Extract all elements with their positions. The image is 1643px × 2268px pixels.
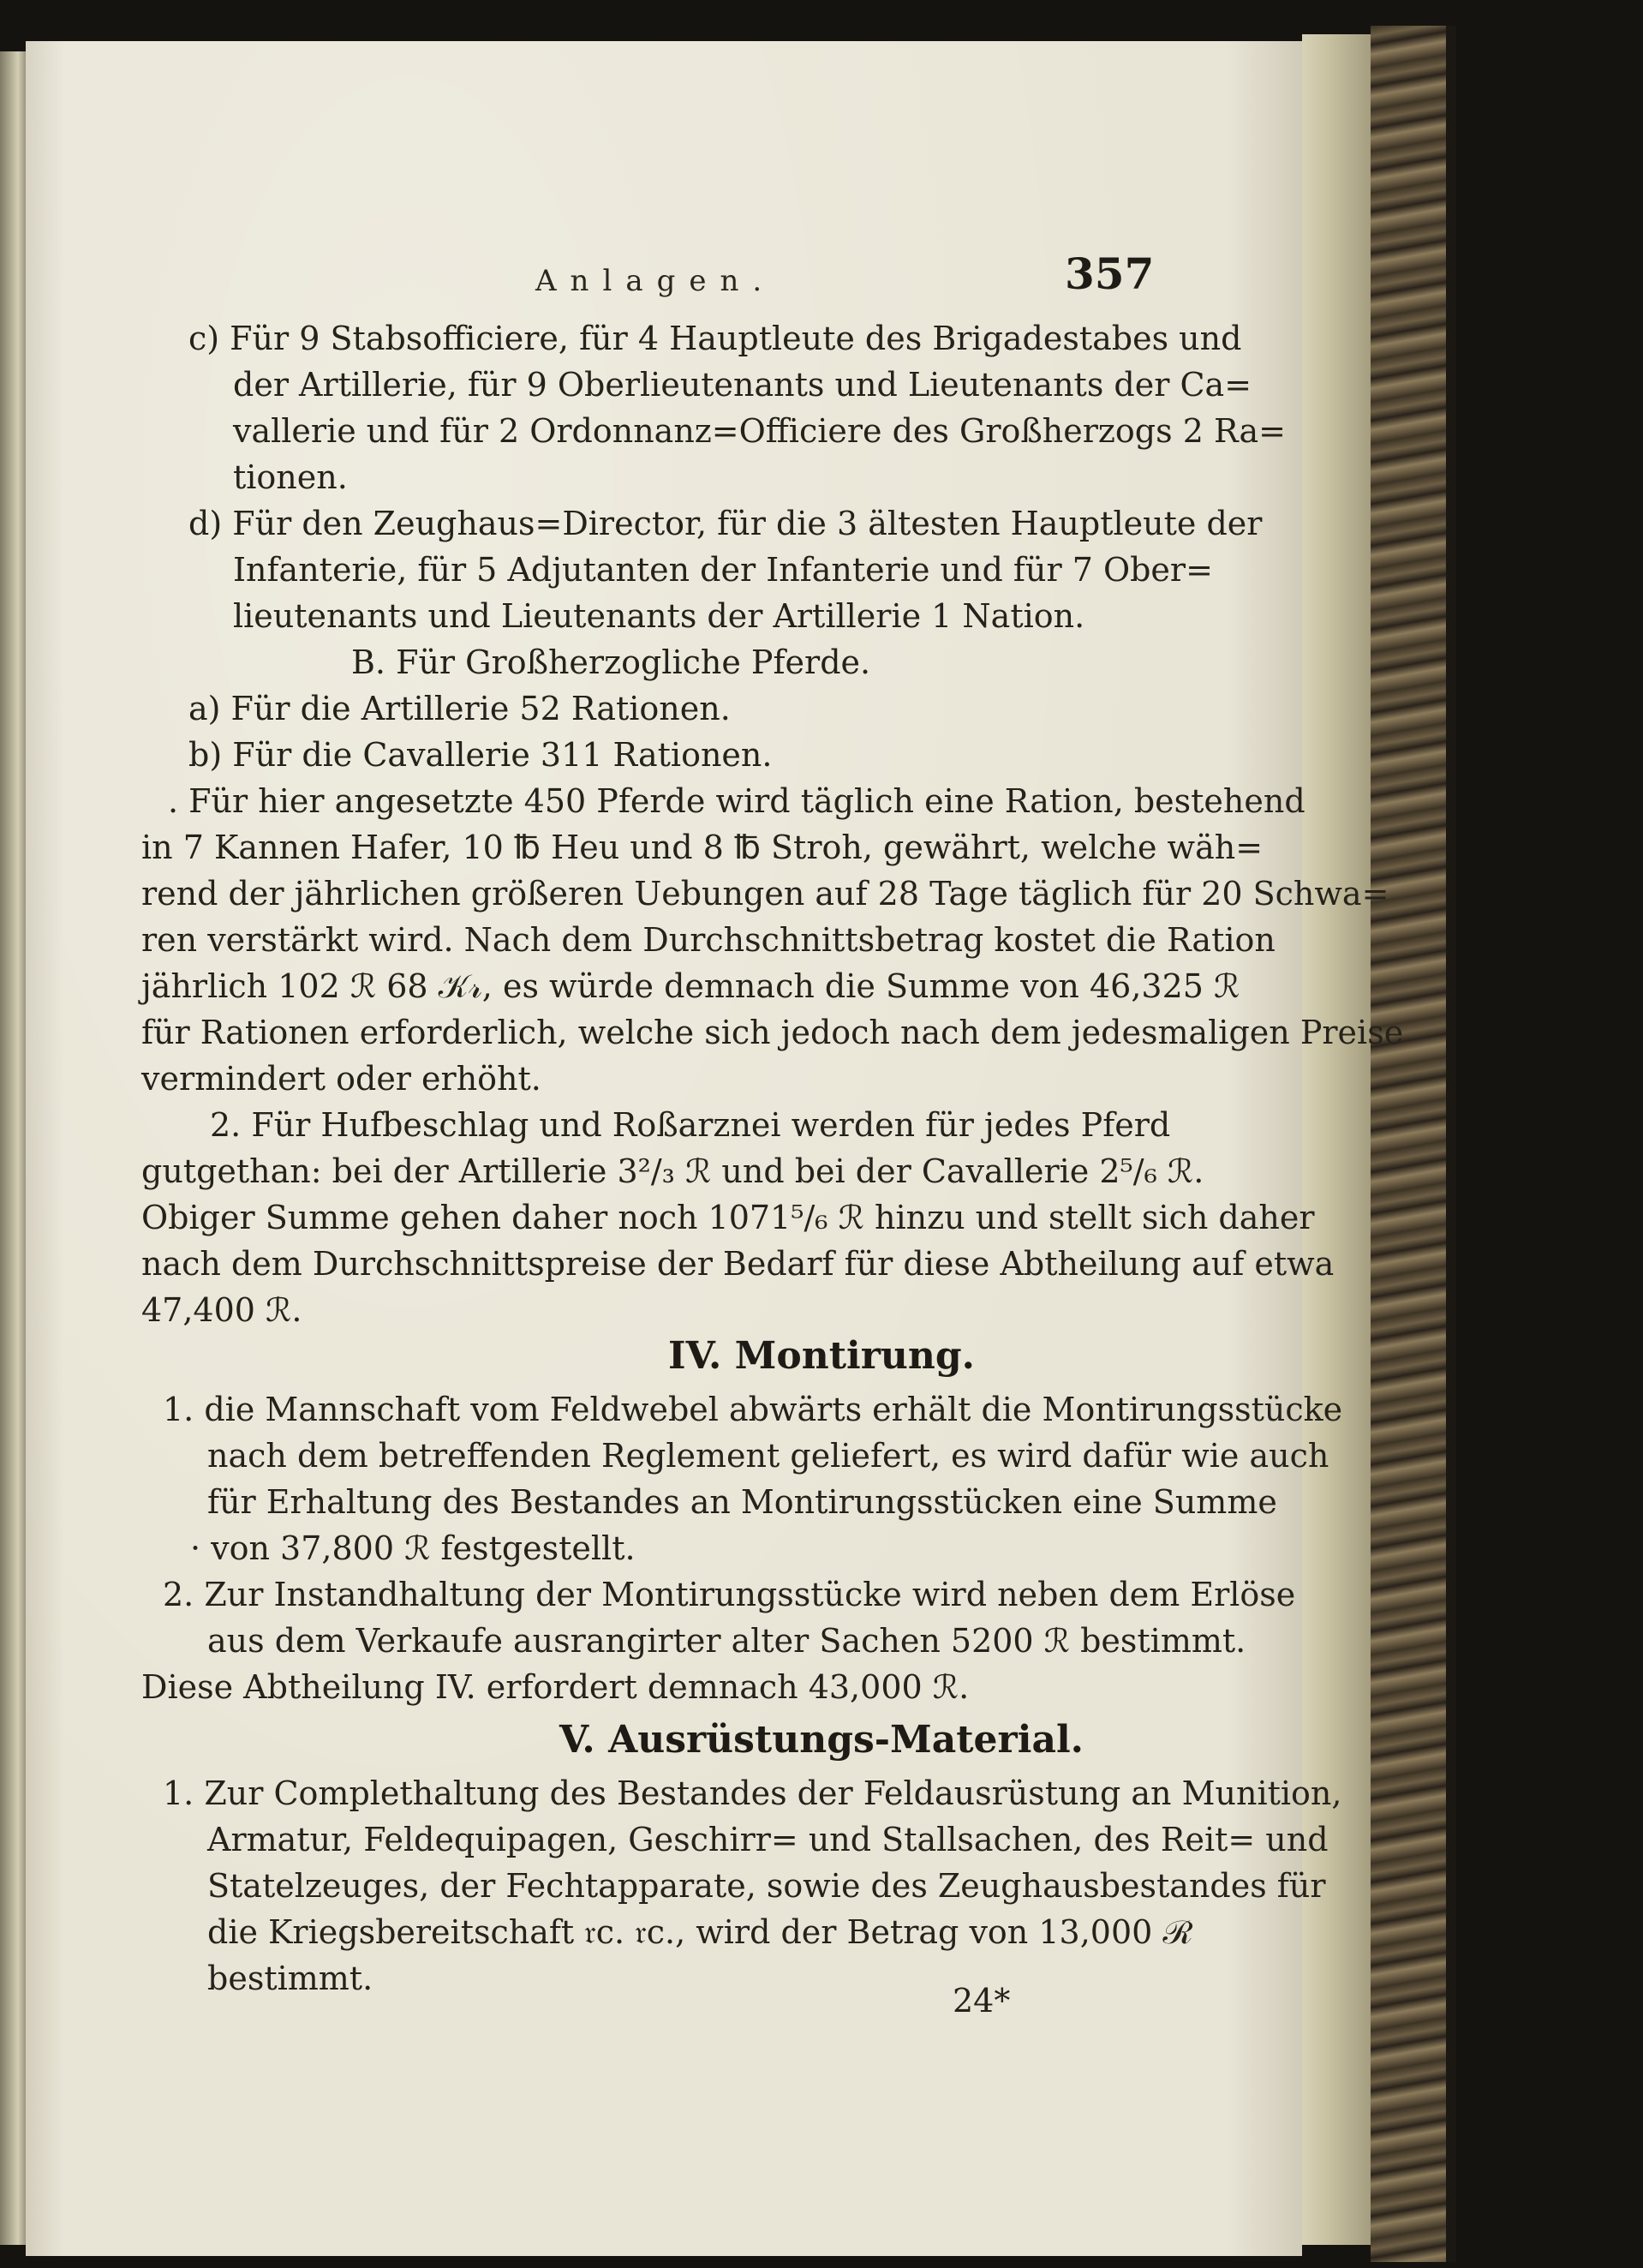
page-fore-edge [1302,34,1373,2245]
text-line: 2. Zur Instandhaltung der Montirungsstücke wird neben dem Erlöse [163,1576,1296,1613]
text-line: bestimmt. [207,1960,373,1997]
text-line: d) Für den Zeughaus=Director, für die 3 ältesten Hauptleute der [188,505,1263,542]
text-line: 1. die Mannschaft vom Feldwebel abwärts erhält die Montirungsstücke [163,1391,1343,1428]
text-line: Statelzeuges, der Fechtapparate, sowie des Zeughausbestandes für [207,1867,1326,1905]
text-line: gutgethan: bei der Artillerie 3²/₃ ℛ und bei der Cavallerie 2⁵/₆ ℛ. [141,1152,1204,1190]
text-line: . Für hier angesetzte 450 Pferde wird täglich eine Ration, bestehend [168,782,1305,820]
text-line: aus dem Verkaufe ausrangirter alter Sachen 5200 ℛ bestimmt. [207,1622,1246,1660]
text-line: ren verstärkt wird. Nach dem Durchschnittsbetrag kostet die Ration [141,921,1276,959]
text-line: für Rationen erforderlich, welche sich jedoch nach dem jedesmaligen Preise [141,1014,1404,1051]
running-title: Anlagen. [535,264,776,298]
text-line: 2. Für Hufbeschlag und Roßarznei werden für jedes Pferd [210,1106,1171,1144]
text-line: · von 37,800 ℛ festgestellt. [190,1529,636,1567]
section-heading-b: B. Für Großherzogliche Pferde. [351,643,871,681]
text-line: für Erhaltung des Bestandes an Montirungsstücken eine Summe [207,1483,1277,1521]
text-line: Diese Abtheilung IV. erfordert demnach 43,000 ℛ. [141,1668,970,1706]
text-line: c) Für 9 Stabsofficiere, für 4 Hauptleute des Brigadestabes und [188,320,1242,357]
text-line: der Artillerie, für 9 Oberlieutenants und Lieutenants der Ca= [233,366,1252,404]
text-line: lieutenants und Lieutenants der Artillerie 1 Nation. [233,597,1085,635]
marbled-cover [1371,26,1448,2262]
cover-edge [1446,26,1456,2262]
text-line: b) Für die Cavallerie 311 Rationen. [188,736,773,774]
signature-mark: 24* [953,1982,1011,2020]
text-line: a) Für die Artillerie 52 Rationen. [188,690,731,727]
text-line: Obiger Summe gehen daher noch 1071⁵/₆ ℛ hinzu und stellt sich daher [141,1199,1315,1236]
section-heading-v: V. Ausrüstungs-Material. [559,1718,1084,1762]
text-line: Armatur, Feldequipagen, Geschirr= und Stallsachen, des Reit= und [207,1821,1329,1858]
left-page-edge [0,51,26,2245]
text-line: vermindert oder erhöht. [141,1060,541,1098]
text-line: jährlich 102 ℛ 68 𝒦𝓇, es würde demnach die Summe von 46,325 ℛ [141,967,1240,1005]
text-line: rend der jährlichen größeren Uebungen auf 28 Tage täglich für 20 Schwa= [141,875,1389,913]
text-line: nach dem Durchschnittspreise der Bedarf für diese Abtheilung auf etwa [141,1245,1335,1283]
text-line: tionen. [233,458,348,496]
text-line: in 7 Kannen Hafer, 10 ℔ Heu und 8 ℔ Stroh, gewährt, welche wäh= [141,829,1264,866]
text-line: Infanterie, für 5 Adjutanten der Infanterie und für 7 Ober= [233,551,1213,589]
page-number: 357 [1065,248,1155,299]
text-line: die Kriegsbereitschaft 𝔯c. 𝔯c., wird der Betrag von 13,000 ℛ [207,1913,1193,1951]
text-line: 47,400 ℛ. [141,1291,302,1329]
text-line: vallerie und für 2 Ordonnanz=Officiere des Großherzogs 2 Ra= [233,412,1286,450]
running-header [0,247,1643,307]
text-line: nach dem betreffenden Reglement geliefert, es wird dafür wie auch [207,1437,1329,1475]
section-heading-iv: IV. Montirung. [668,1334,975,1378]
text-line: 1. Zur Complethaltung des Bestandes der Feldausrüstung an Munition, [163,1774,1342,1812]
